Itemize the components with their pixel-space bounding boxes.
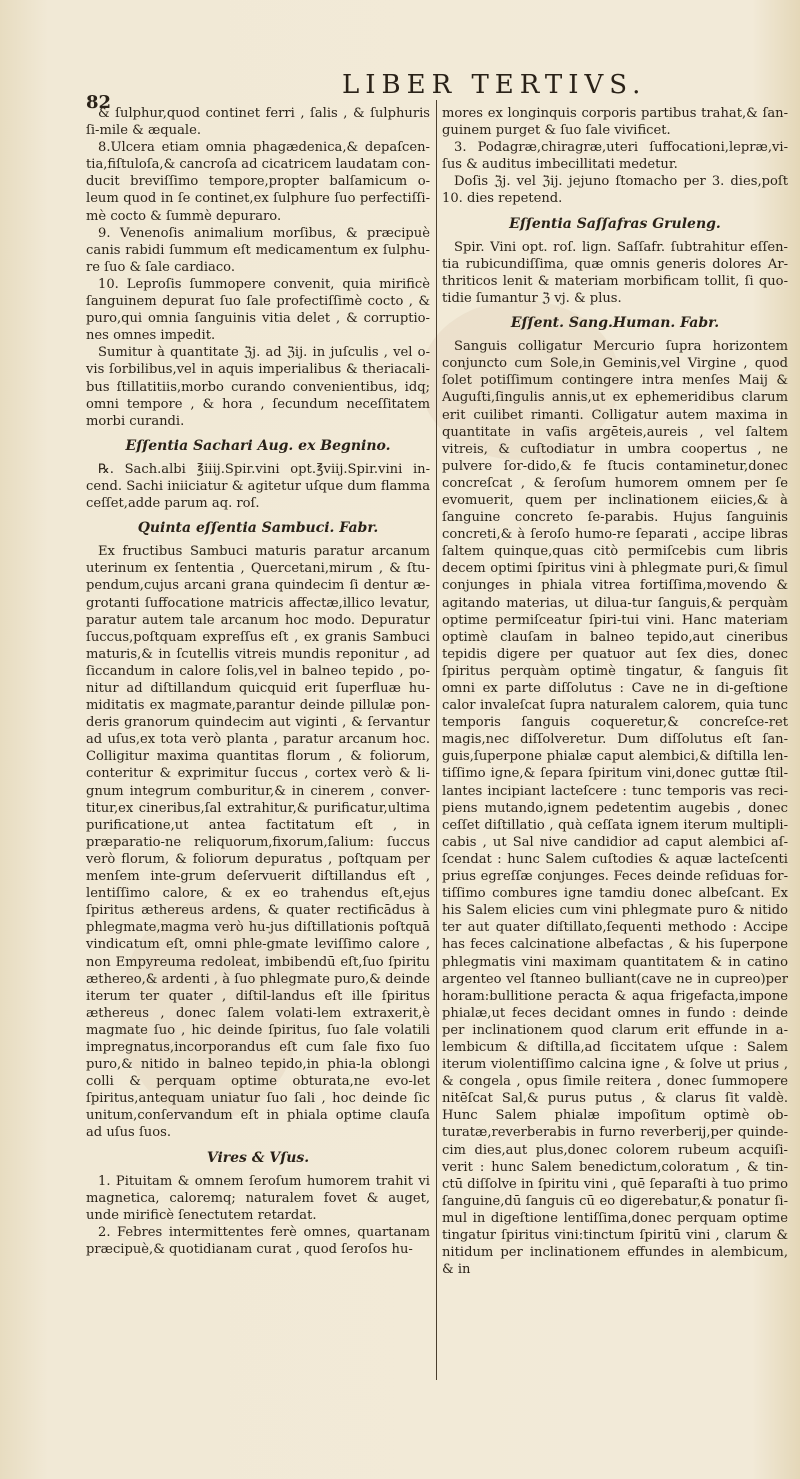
paragraph: 3. Podagræ,chiragræ,uteri ſuffocationi,lepræ,vi-ſus & auditus imbecillitati medetur.: [442, 140, 788, 173]
paragraph: 8.Ulcera etiam omnia phagædenica,& depaſcen-tia,fiſtuloſa,& cancroſa ad cicatricem laudatam con-ducit breviſſimo tempore,propter balſamicum o-leum quod in ſe continet,ex ſulphure ſuo perfectiſſi-mè cocto & ſummè depuraro.: [86, 140, 430, 224]
paragraph: Sanguis colligatur Mercurio ſupra horizontem conjuncto cum Sole,in Geminis,vel Virgine , quod ſolet potiſſimum contingere intra menſes Maij & Auguſti,ſingulis annis,ut ex ephemeridibus clarum erit cuilibet rimanti. Colligatur autem maxima in quantitate in vaſis argēteis,aureis , vel ſaltem vitreis, & cuſtodiatur in umbra coopertus , ne pulvere ſor-dido,& fe ſtucis contaminetur,donec concreſcat , & ſeroſum humorem omnem per ſe evomuerit, quem per inclinationem eiicies,& à ſanguine concreto ſe-parabis. Hujus ſanguinis concreti,& à ſeroſo humo-re ſeparati , accipe libras ſaltem quinque,quas citò permiſcebis cum libris decem optimi ſpiritus vini à phlegmate puri,& ſimul conjunges in phiala vitrea fortiſſima,movendo & agitando materias, ut dilua-tur ſanguis,& perquàm optime permiſceatur ſpiri-tui vini. Hanc materiam optimè clauſam in balneo tepido,aut cineribus tepidis digere per quatuor aut ſex dies, donec ſpiritus perquàm optimè tingatur, & ſanguis ſit omni ex parte diſſolutus : Cave ne in di-geſtione calor invaleſcat ſupra naturalem calorem, quia tunc temporis ſanguis coqueretur,& concreſce-ret magis,nec diſſolveretur. Dum diſſolutus eſt ſan-guis,ſuperpone phialæ caput alembici,& diſtilla len-tiſſimo igne,& ſepara ſpiritum vini,donec guttæ ſtil-lantes incipiant lacteſcere : tunc temporis vas reci-piens mutando,ignem pedetentim augebis , donec ceſſet diſtillatio , quà ceſſata ignem iterum multipli-cabis , ut Sal nive candidior ad caput alembici aſ-ſcendat : hunc Salem cuſtodies & aquæ lacteſcenti prius egreſſæ conjunges. Feces deinde reſiduas for-tiſſimo combures igne tamdiu donec albeſcant. Ex his Salem elicies cum vini phlegmate puro & nitido ter aut quater diſtillato,ſequenti methodo : Accipe has feces calcinatione albefactas , & his ſuperpone phlegmatis vini maximam quantitatem & in catino argenteo vel ſtanneo bulliant(cave ne in cupreo)per horam:bullitione peracta & aqua frigefacta,impone phialæ,ut feces decidant omnes in fundo : deinde per inclinationem quod clarum erit effunde in a-lembicum & diſtilla,ad ſiccitatem uſque : Salem iterum violentiſſimo calcina igne , & ſolve ut prius , & congela , opus ſimile reitera , donec ſummopere nitēſcat Sal,& purus putus , & clarus ſit valdè. Hunc Salem phialæ impoſitum optimè ob-turatæ,reverberabis in furno reverberij,per quinde-cim dies,aut plus,donec colorem rubeum acquiſi-verit : hunc Salem benedictum,coloratum , & tin-ctū diſſolve in ſpiritu vini , quē ſeparaſti à tuo primo ſanguine,dū ſanguis cū eo digerebatur,& ponatur ſi-mul in digeſtione lentiſſima,donec perquam optime tingatur ſpiritus vini:tinctum ſpiritū vini , clarum & nitidum per inclinationem effundes in alembicum, & in: [442, 339, 788, 1278]
section-heading: Eſſentia Saſſafras Gruleng.: [509, 215, 721, 232]
paragraph: Ex fructibus Sambuci maturis paratur arcanum uterinum ex ſententia , Quercetani,mirum , & ſtu-pendum,cujus arcani grana quindecim ſi dentur æ-grotanti ſuffocatione matricis affectæ,illico levatur, paratur autem tale arcanum hoc modo. Depuratur ſuccus,poſtquam expreſſus eſt , ex granis Sambuci maturis,& in ſcutellis vitreis mundis reponitur , ad ſiccandum in calore ſolis,vel in balneo tepido , po-nitur ad diſtillandum quicquid erit ſuperfluæ hu-miditatis ex magmate,parantur deinde pillulæ pon-deris granorum quindecim aut viginti , & ſervantur ad uſus,ex tota verò planta , paratur arcanum hoc. Colligitur maxima quantitas florum , & foliorum, conteritur & exprimitur ſuccus , cortex verò & li-gnum integrum comburitur,& in cinerem , conver-titur,ex cineribus,ſal extrahitur,& purificatur,ultima purificatione,ut antea factitatum eſt , in præparatio-ne reliquorum,fixorum,ſalium: ſuccus verò florum, & foliorum depuratus , poſtquam per menſem inte-grum deſervuerit diſtillandus eſt , lentiſſimo calore, & ex eo trahendus eſt,ejus ſpiritus æthereus ardens, & quater rectificādus à phlegmate,magma verò hu-jus diſtillationis poſtquā vindicatum eſt, omni phle-gmate leviſſimo calore , non Empyreuma redoleat, imbibendū eſt,ſuo ſpiritu æthereo,& ardenti , à ſuo phlegmate puro,& deinde iterum ter quater , diſtil-landus eſt ille ſpiritus æthereus , donec ſalem volati-lem extraxerit,è magmate ſuo , hic deinde ſpiritus, ſuo ſale volatili impregnatus,incorporandus eſt cum ſale fixo ſuo puro,& nitido in balneo tepido,in phia-la oblongi colli & perquam optime obturata,ne evo-let ſpiritus,antequam uniatur ſuo ſali , hoc deinde ſic unitum,conſervandum eſt in phiala optime clauſa ad uſus ſuos.: [86, 544, 430, 1141]
paragraph: 9. Venenoſis animalium morſibus, & præcipuè canis rabidi ſummum eſt medicamentum ex ſulphu-re ſuo & ſale cardiaco.: [86, 225, 430, 275]
paragraph: & ſulphur,quod continet ferri , ſalis , & ſulphuris ſi-mile & æquale.: [86, 106, 430, 139]
paragraph: Sumitur à quantitate ℨj. ad ℨij. in juſculis , vel o-vis ſorbilibus,vel in aquis imperialibus & theriacali-bus ſtillatitiis,morbo curando convenientibus, idq; omni tempore , & hora , ſecundum neceſſitatem morbi curandi.: [86, 345, 430, 429]
page-number: 82: [86, 92, 112, 113]
paragraph: 1. Pituitam & omnem ſeroſum humorem trahit vi magnetica, caloremq; naturalem fovet & auget, unde mirificè ſenectutem retardat.: [86, 1173, 430, 1223]
running-head: LIBER TERTIVS.: [342, 70, 647, 100]
column-divider: [436, 100, 437, 1380]
section-heading: Eſſentia Sachari Aug. ex Begnino.: [125, 437, 391, 454]
section-heading: Vires & Vſus.: [206, 1149, 310, 1166]
section-heading: Quinta eſſentia Sambuci. Fabr.: [137, 520, 379, 537]
paragraph: mores ex longinquis corporis partibus trahat,& ſan-guinem purget & ſuo ſale vivificet.: [442, 106, 788, 139]
section-heading: Eſſent. Sang.Human. Fabr.: [510, 315, 720, 332]
paragraph: Doſis ℨj. vel ℨij. jejuno ſtomacho per 3. dies,poſt 10. dies repetend.: [442, 174, 788, 207]
paragraph: 2. Febres intermittentes ferè omnes, quartanam præcipuè,& quotidianam curat , quod ſeroſos hu-: [86, 1224, 430, 1257]
paragraph: 10. Leproſis ſummopere convenit, quia mirificè ſanguinem depurat ſuo ſale profectiſſimè cocto , & puro,qui omnia ſanguinis vitia delet , & corruptio-nes omnes impedit.: [86, 276, 430, 344]
paragraph: ℞. Sach.albi ℥iiij.Spir.vini opt.℥viij.Spir.vini in-cend. Sachi iniiciatur & agitetur uſque dum flamma ceſſet,adde parum aq. roſ.: [86, 461, 430, 512]
right-column: [442, 105, 788, 1278]
paragraph: Spir. Vini opt. roſ. lign. Saſſafr. ſubtrahitur eſſen-tia rubicundiſſima, quæ omnis generis dolores Ar-thriticos lenit & materiam morbificam tollit, ſi quo-tidie ſumantur ℨ vj. & plus.: [442, 239, 788, 306]
left-column: [86, 105, 430, 1258]
